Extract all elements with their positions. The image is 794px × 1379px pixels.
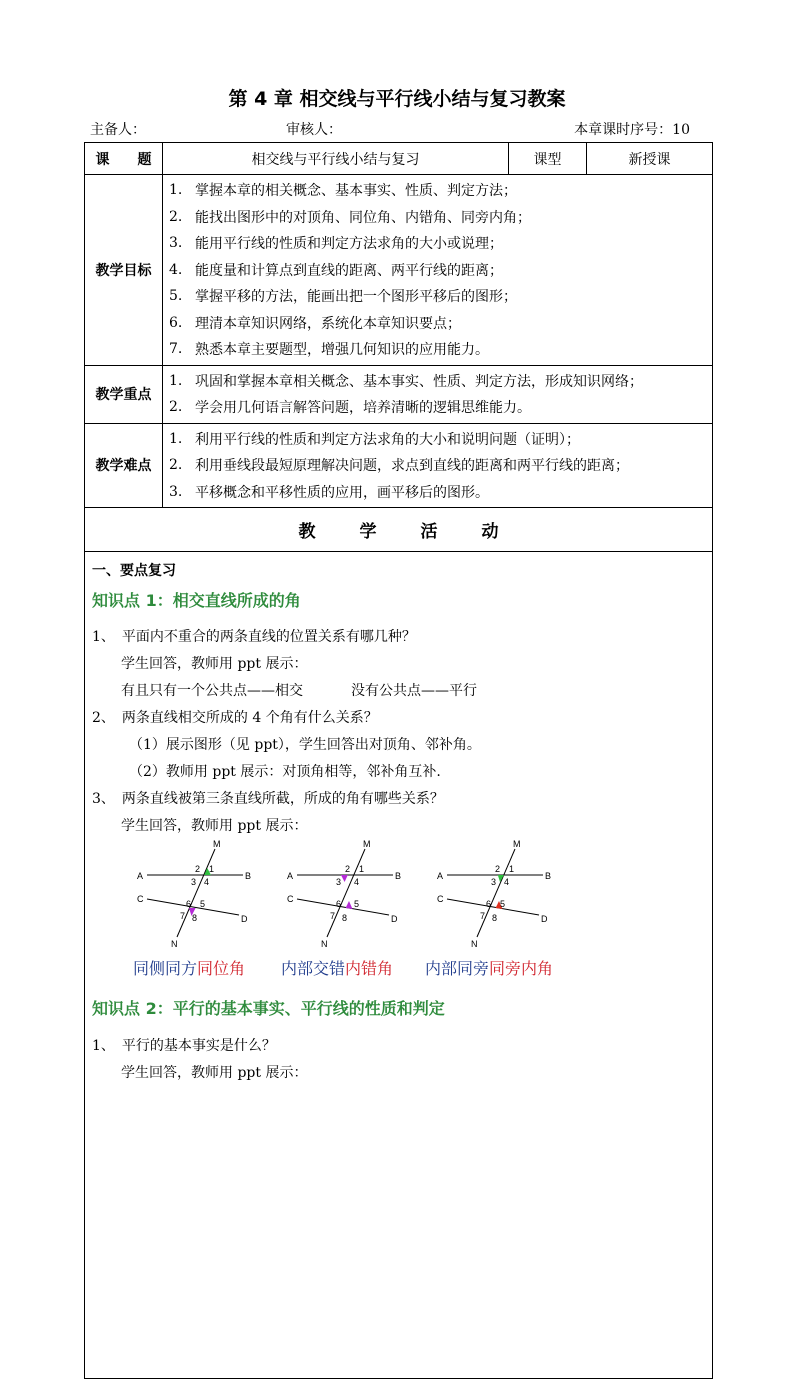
svg-text:D: D	[391, 914, 398, 924]
figure-corresponding-angles	[137, 839, 251, 949]
question-2: 2、 两条直线相交所成的 4 个角有什么关系？	[92, 710, 378, 726]
svg-text:A: A	[137, 871, 144, 881]
svg-text:M: M	[363, 839, 371, 849]
svg-text:8: 8	[342, 913, 348, 923]
svg-text:N: N	[471, 939, 478, 949]
caption-alternate: 内部交错内错角	[281, 959, 394, 978]
svg-text:2: 2	[495, 864, 501, 874]
key-points-list	[163, 365, 713, 423]
svg-text:5: 5	[200, 899, 206, 909]
answer-4-intro: 学生回答，教师用 ppt 展示：	[121, 1065, 308, 1081]
meta-row	[86, 119, 698, 139]
svg-text:8: 8	[192, 913, 198, 923]
svg-text:C: C	[287, 894, 294, 904]
figure-alternate-interior-angles	[287, 839, 401, 949]
svg-text:7: 7	[180, 911, 186, 921]
list-item: 2. 利用垂线段最短原理解决问题，求点到直线的距离和两平行线的距离；	[169, 457, 629, 475]
svg-text:6: 6	[186, 899, 192, 909]
list-item: 1. 巩固和掌握本章相关概念、基本事实、性质、判定方法，形成知识网络；	[169, 372, 643, 390]
list-item: 3. 平移概念和平移性质的应用，画平移后的图形。	[169, 483, 489, 501]
svg-text:1: 1	[209, 864, 215, 874]
svg-text:C: C	[437, 894, 444, 904]
svg-text:3: 3	[191, 877, 197, 887]
reviewer-label: 审核人：	[286, 122, 342, 138]
caption-same-side: 内部同旁同旁内角	[425, 959, 554, 978]
question-1: 1、 平面内不重合的两条直线的位置关系有哪几种？	[92, 629, 416, 645]
svg-text:D: D	[241, 914, 248, 924]
svg-text:6: 6	[336, 899, 342, 909]
answer-2-1: （1）展示图形（见 ppt），学生回答出对顶角、邻补角。	[129, 737, 481, 753]
list-item: 3. 能用平行线的性质和判定方法求角的大小或说理；	[169, 235, 503, 253]
goals-list	[163, 175, 713, 366]
list-item: 6. 理清本章知识网络，系统化本章知识要点；	[169, 314, 461, 332]
svg-text:6: 6	[486, 899, 492, 909]
section-heading: 一、要点复习	[92, 563, 176, 579]
svg-text:B: B	[395, 871, 402, 881]
difficulties-label: 教学难点	[85, 423, 163, 508]
svg-text:4: 4	[204, 877, 210, 887]
svg-text:A: A	[287, 871, 294, 881]
svg-text:3: 3	[336, 877, 342, 887]
svg-text:M: M	[213, 839, 221, 849]
svg-text:8: 8	[492, 913, 498, 923]
lesson-number: 本章课时序号：10	[574, 122, 690, 138]
svg-text:3: 3	[491, 877, 497, 887]
caption-corresponding: 同侧同方同位角	[133, 959, 246, 978]
svg-text:B: B	[245, 871, 252, 881]
answer-parallel: 没有公共点——平行	[351, 683, 477, 699]
knowledge-point-2: 知识点 2：平行的基本事实、平行线的性质和判定	[92, 999, 445, 1018]
knowledge-point-1: 知识点 1：相交直线所成的角	[92, 591, 301, 610]
svg-text:2: 2	[195, 864, 201, 874]
answer-3-intro: 学生回答，教师用 ppt 展示：	[121, 818, 308, 834]
answer-2-2: （2）教师用 ppt 展示：对顶角相等，邻补角互补.	[129, 764, 441, 780]
topic-value: 相交线与平行线小结与复习	[163, 143, 509, 175]
svg-text:1: 1	[359, 864, 365, 874]
answer-intro: 学生回答，教师用 ppt 展示：	[121, 656, 308, 672]
lesson-plan-table	[84, 142, 713, 1379]
svg-text:N: N	[171, 939, 178, 949]
key-points-label: 教学重点	[85, 365, 163, 423]
figure-captions	[85, 956, 711, 980]
svg-text:D: D	[541, 914, 548, 924]
transversal-figures	[133, 839, 583, 951]
figure-same-side-interior-angles	[437, 839, 551, 949]
list-item: 4. 能度量和计算点到直线的距离、两平行线的距离；	[169, 261, 503, 279]
list-item: 1. 利用平行线的性质和判定方法求角的大小和说明问题（证明）；	[169, 430, 580, 448]
activities-heading: 教 学 活 动	[85, 508, 713, 552]
goals-label: 教学目标	[85, 175, 163, 366]
svg-text:2: 2	[345, 864, 351, 874]
type-label: 课型	[509, 143, 587, 175]
svg-text:4: 4	[354, 877, 360, 887]
question-4: 1、 平行的基本事实是什么？	[92, 1038, 276, 1054]
list-item: 2. 能找出图形中的对顶角、同位角、内错角、同旁内角；	[169, 208, 531, 226]
type-value: 新授课	[587, 143, 713, 175]
svg-text:7: 7	[330, 911, 336, 921]
difficulties-list	[163, 423, 713, 508]
svg-text:A: A	[437, 871, 444, 881]
question-3: 3、 两条直线被第三条直线所截，所成的角有哪些关系？	[92, 791, 444, 807]
topic-label: 课 题	[85, 143, 163, 175]
answer-intersect: 有且只有一个公共点——相交	[121, 683, 303, 699]
document-title: 第 4 章 相交线与平行线小结与复习教案	[228, 88, 566, 110]
svg-text:B: B	[545, 871, 552, 881]
svg-text:4: 4	[504, 877, 510, 887]
svg-text:N: N	[321, 939, 328, 949]
list-item: 5. 掌握平移的方法，能画出把一个图形平移后的图形；	[169, 288, 517, 306]
svg-text:7: 7	[480, 911, 486, 921]
svg-text:5: 5	[354, 899, 360, 909]
preparer-label: 主备人：	[90, 122, 146, 138]
svg-text:C: C	[137, 894, 144, 904]
list-item: 2. 学会用几何语言解答问题，培养清晰的逻辑思维能力。	[169, 399, 531, 417]
activities-body	[85, 552, 713, 1379]
svg-text:M: M	[513, 839, 521, 849]
list-item: 1. 掌握本章的相关概念、基本事实、性质、判定方法；	[169, 182, 517, 200]
svg-text:5: 5	[500, 899, 506, 909]
svg-text:1: 1	[509, 864, 515, 874]
list-item: 7. 熟悉本章主要题型，增强几何知识的应用能力。	[169, 341, 489, 359]
